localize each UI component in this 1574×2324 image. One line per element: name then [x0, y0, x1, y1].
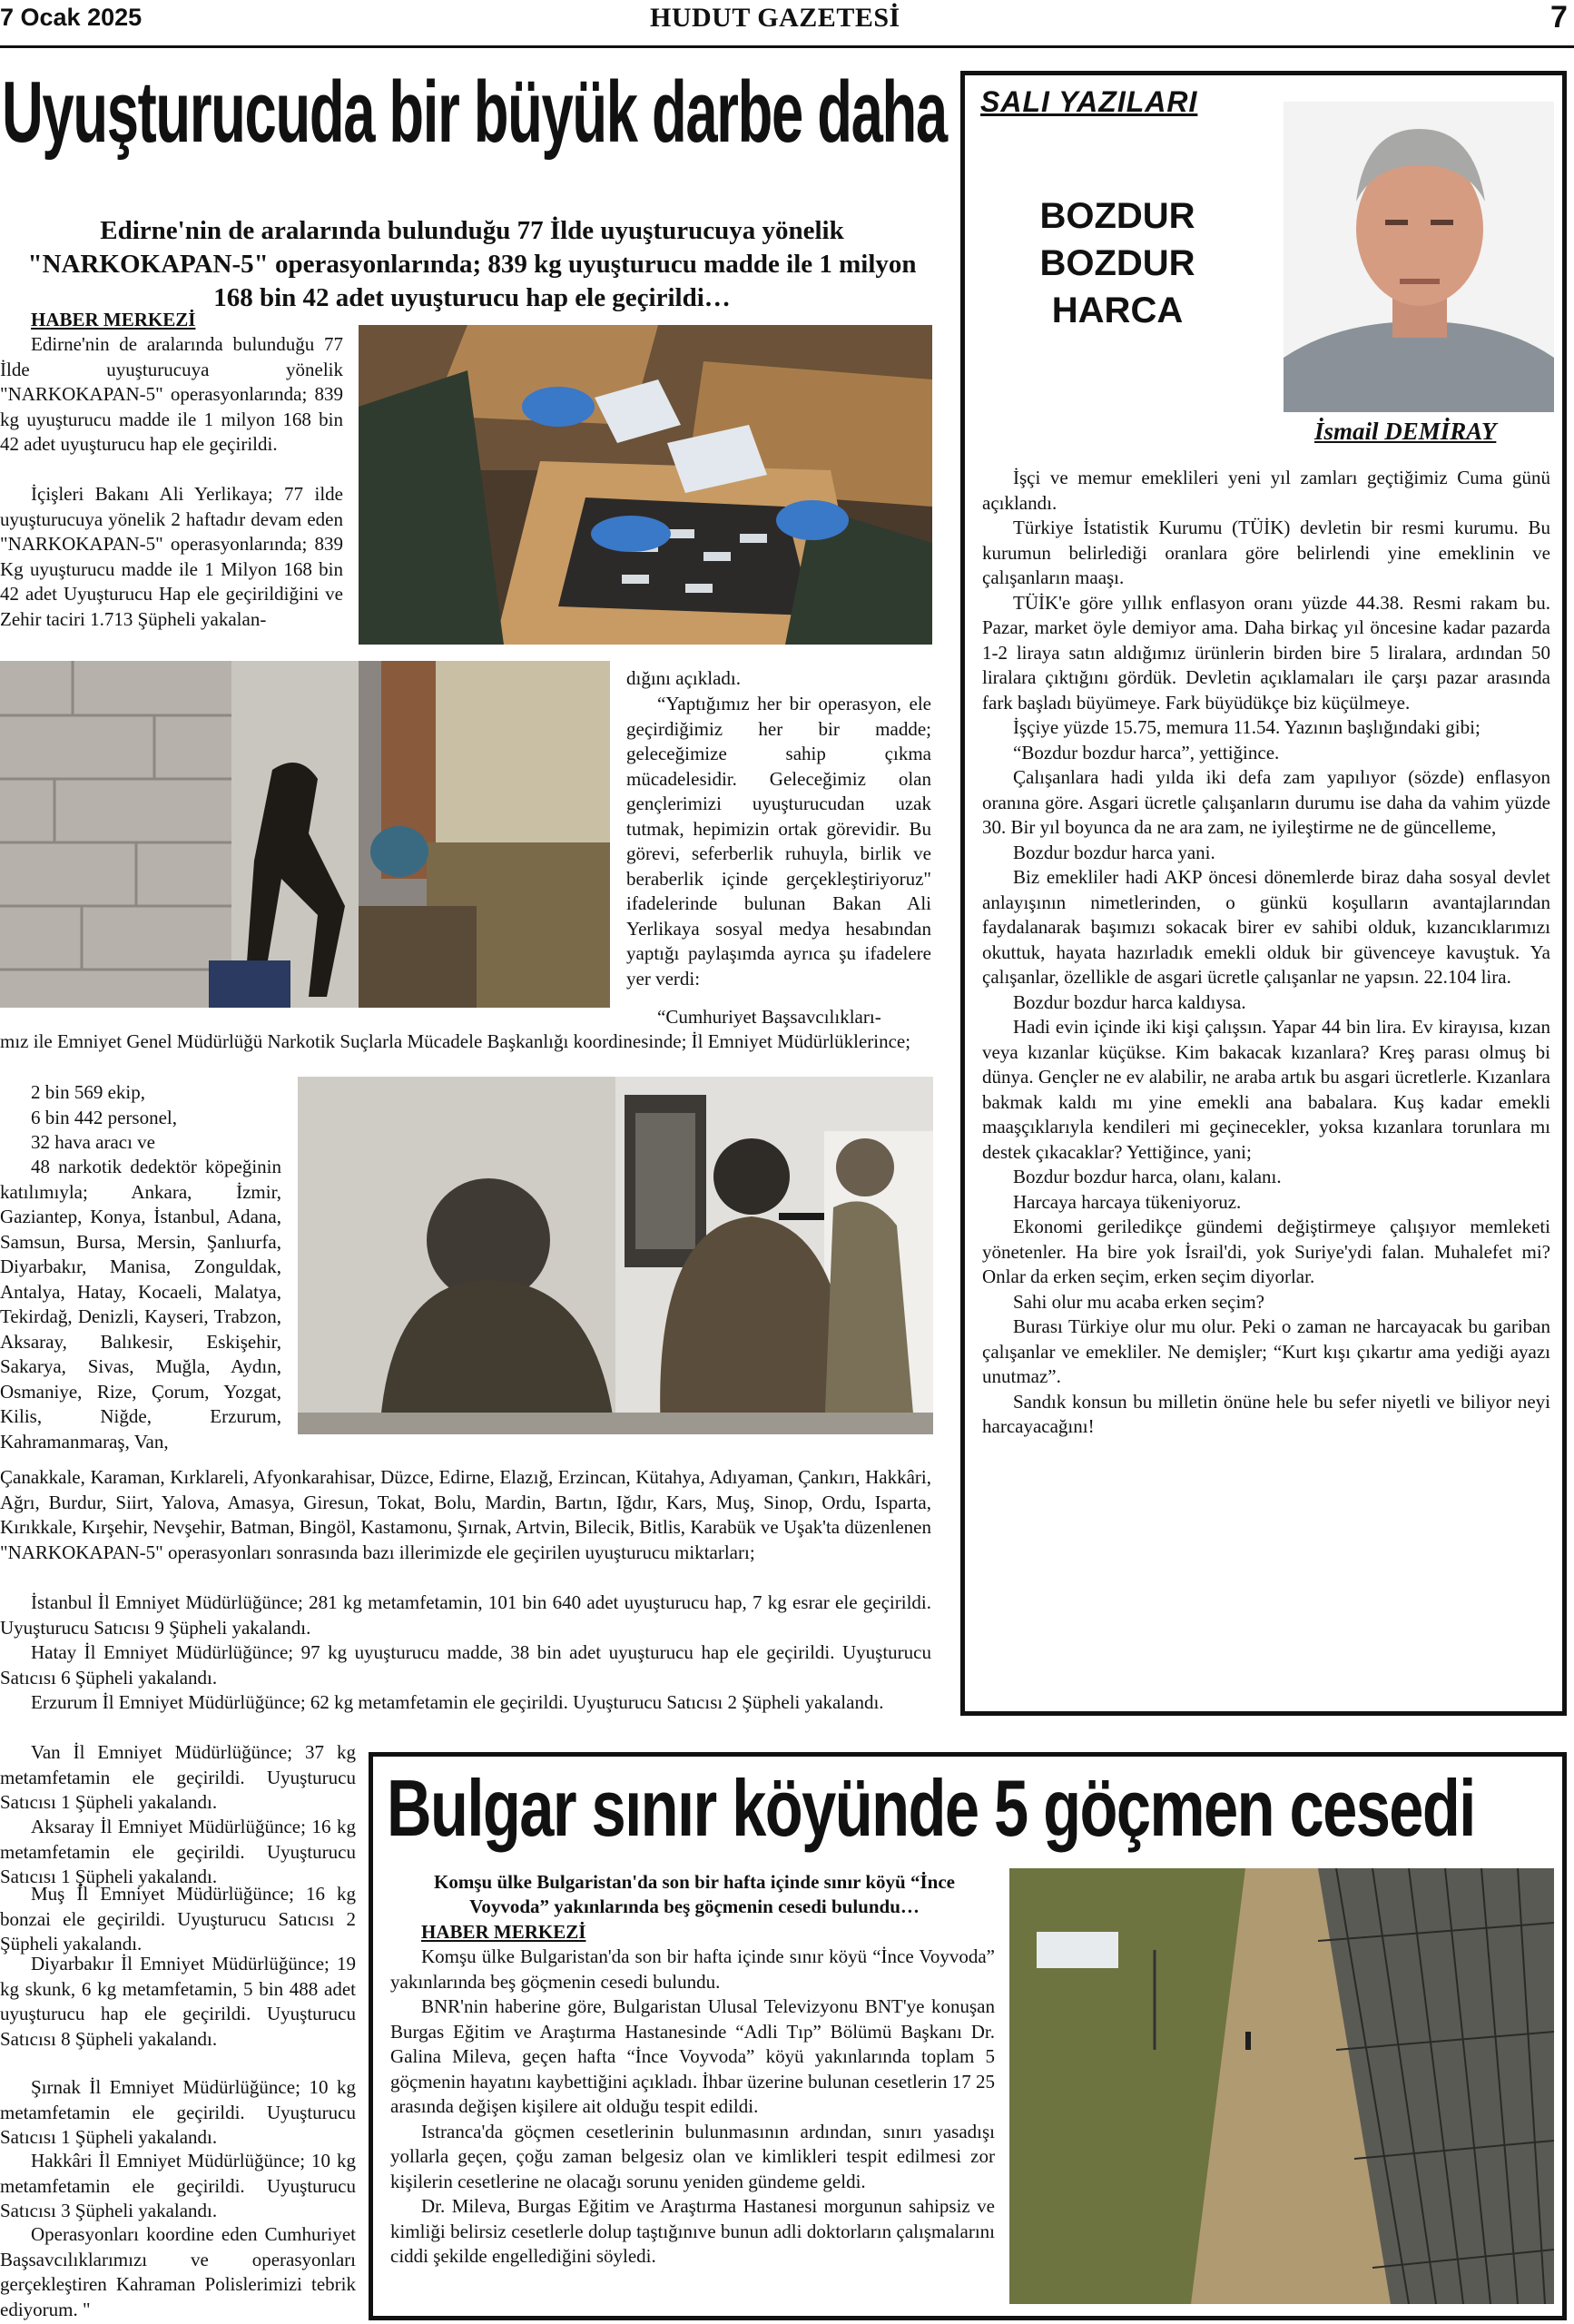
article1-subhead: Edirne'nin de aralarında bulunduğu 77 İlde uyuşturucuya yönelik "NARKOKAPAN-5" operasyonlarında; 839 kg uyuşturucu madde ile 1 milyon 168 bin 42 adet uyuşturucu hap ele geçirildi…	[27, 216, 917, 312]
photo-seized-pills	[359, 325, 932, 645]
column-title-line: BOZDUR	[1039, 196, 1195, 236]
article1-paragraph: Aksaray İl Emniyet Müdürlüğünce; 16 kg metamfetamin ele geçirildi. Uyuşturucu Satıcısı 1 Şüpheli yakalandı.	[0, 1816, 356, 1887]
column-paragraph: Ekonomi geriledikçe gündemi değiştirmeye çalışıyor memleketi yönetenler. Ha bire yok İsrail'di, yok Suriye'ydi falan. Muhalefet mi? Onlar da erken seçim, erken seçim diyorlar.	[982, 1216, 1550, 1287]
article1-paragraph: Edirne'nin de aralarında bulunduğu 77 İlde uyuşturucuya yönelik "NARKOKAPAN-5" operasyonlarında; 839 kg uyuşturucu madde ile 1 milyon 168 bin 42 adet uyuşturucu hap ele geçirildi.	[0, 333, 343, 455]
column-title-line: HARCA	[1051, 290, 1184, 330]
column-paragraph: Hadi evin içinde iki kişi çalışsın. Yapar 44 bin lira. Ev kirayısa, kızan veya kızanlar küçükse. Kim bakacak kızanlara? Kreş parası olmuş bi dünya. Gençler ne ev alabilir, ne araba artık bu asgari ücretlerle. Kızanlara bakmak kaldı mı yine emekli ana babalara. Kuş kadar emekli maaşçıklarıyla kendileri mi geçinecekler, yoksa kızanlara torunlara mı destek çıkacaklar? Yettiğince, yani;	[982, 1016, 1550, 1163]
article1-paragraph: 48 narkotik dedektör köpeğinin katılımıyla; Ankara, İzmir, Gaziantep, Konya, İstanbul, Adana, Samsun, Bursa, Mersin, Şanlıurfa, Diyarbakır, Manisa, Zonguldak, Antalya, Hatay, Kocaeli, Malatya, Tekirdağ, Denizli, Kayseri, Trabzon, Aksaray, Balıkesir, Eskişehir, Sakarya, Sivas, Muğla, Aydın, Osmaniye, Rize, Çorum, Yozgat, Kilis, Niğde, Erzurum, Kahramanmaraş, Van,	[0, 1156, 281, 1452]
article1-byline: HABER MERKEZİ	[31, 309, 196, 330]
photo-border-fence	[1009, 1868, 1554, 2304]
header-rule	[0, 45, 1574, 48]
article2-subhead: Komşu ülke Bulgaristan'da son bir hafta içinde sınır köyü “İnce Voyvoda” yakınlarında beş göçmenin cesedi bulundu…	[434, 1871, 955, 1917]
article2-body	[390, 1945, 995, 2270]
column-paragraph: Bozdur bozdur harca kaldıysa.	[1013, 990, 1246, 1013]
column-paragraph: Çalışanlara hadi yılda iki defa zam yapılıyor (sözde) enflasyon oranına göre. Asgari ücretle çalışanların durumu ise daha da vahim yüzde 30. Bir yıl boyunca da ne ara zam, ne iyileştirme ne de güncelleme,	[982, 766, 1550, 838]
column-paragraph: Harcaya harcaya tükeniyoruz.	[1013, 1190, 1242, 1213]
article1-paragraph: Hakkâri İl Emniyet Müdürlüğünce; 10 kg metamfetamin ele geçirildi. Uyuşturucu Satıcısı 3 Şüpheli yakalandı.	[0, 2150, 356, 2221]
article2-byline: HABER MERKEZİ	[421, 1921, 586, 1943]
article1-paragraph: Operasyonları koordine eden Cumhuriyet Başsavcılıklarımızı ve operasyonları gerçekleştiren Kahraman Polislerimizi tebrik ediyorum. "	[0, 2223, 356, 2320]
article1-paragraph: Muş İl Emniyet Müdürlüğünce; 16 kg bonzai ele geçirildi. Uyuşturucu Satıcısı 2 Şüpheli yakalandı.	[0, 1883, 356, 1955]
article1-paragraph: Diyarbakır İl Emniyet Müdürlüğünce; 19 kg skunk, 6 kg metamfetamin, 5 bin 488 adet uyuşturucu hap ele geçirildi. Uyuşturucu Satıcısı 8 Şüpheli yakalandı.	[0, 1953, 356, 2050]
article1-paragraph: İstanbul İl Emniyet Müdürlüğünce; 281 kg metamfetamin, 101 bin 640 adet uyuşturucu hap, 7 kg esrar ele geçirildi. Uyuşturucu Satıcısı 9 Şüpheli yakalandı.	[0, 1591, 931, 1639]
article1-quote: “Yaptığımız her bir operasyon, ele geçirdiğimiz her bir madde; geleceğimize sahip çıkma mücadelesidir. Geleceğimiz olan gençlerimizi uyuşturucudan uzak tutmak, hepimizin ortak görevidir. Bu görevi, seferberlik ruhuyla, birlik ve beraberlik içinde gerçekleştiriyoruz" ifadelerinde bulunan Bakan Ali Yerlikaya sosyal medya hesabından yaptığı paylaşımda ayrıca şu ifadelere yer verdi:	[626, 693, 931, 990]
masthead: HUDUT GAZETESİ	[650, 3, 900, 33]
article1-paragraph: dığını açıkladı.	[626, 667, 741, 689]
column-paragraph: TÜİK'e göre yıllık enflasyon oranı yüzde 44.38. Resmi rakam bu. Pazar, market öyle demiyor ama. Daha birkaç yıl öncesine kadar pazarda 1-2 liraya satın aldığımız ürünlerin birden bire 5 liralara, ardından 50 liralara çıktığını gördük. Devletin açıklamaları ile çarşı pazar arasında fark başladı büyümeye. Fark büyüdükçe biz küçülmeye.	[982, 591, 1550, 714]
column-paragraph: Bozdur bozdur harca yani.	[1013, 841, 1215, 863]
resource-item: 6 bin 442 personel,	[31, 1106, 177, 1128]
issue-date: 7 Ocak 2025	[0, 4, 143, 31]
column-paragraph: Sandık konsun bu milletin önüne hele bu sefer niyetli ve biliyor neyi harcayacağını!	[982, 1390, 1550, 1437]
article2-paragraph: BNR'nin haberine göre, Bulgaristan Ulusal Televizyonu BNT'ye konuşan Burgas Eğitim ve Araştırma Hastanesinde “Adli Tıp” Bölümü Başkanı Dr. Galina Mileva, geçen hafta “İnce Voyvoda” köyü yakınlarında toplam 5 göçmenin hayatını kaybettiğini açıkladı. İhbar üzerine bulunan cesetlerin 17 25 arasında değişen kişilere ait olduğu tespit edildi.	[390, 1995, 995, 2117]
column-paragraph: Türkiye İstatistik Kurumu (TÜİK) devletin bir resmi kurumu. Bu kurumun belirlediği oranlara göre belirlendi yine emeklinin ve çalışanların maaşı.	[982, 517, 1550, 588]
article1-paragraph: mız ile Emniyet Genel Müdürlüğü Narkotik Suçlarla Mücadele Başkanlığı koordinesinde; İl Emniyet Müdürlüklerince;	[0, 1030, 911, 1052]
article2-paragraph: Istranca'da göçmen cesetlerinin bulunmasının ardından, sınırı yasadışı yollarla geçen, çoğu zaman belgesiz olan ve kimlikleri tespit edilmesi zor kişilerin cesetlerine ne olacağı sorunu yeniden gündeme geldi.	[390, 2120, 995, 2192]
photo-detector-dog	[0, 661, 610, 1008]
article2-paragraph: Dr. Mileva, Burgas Eğitim ve Araştırma Hastanesi morgunun sahipsiz ve kimliği belirsiz cesetlerle dolup taştığınıve bunun adli doktorların çalışmalarını ciddi şekilde engellediğini söyledi.	[390, 2195, 995, 2267]
article1-paragraph: Erzurum İl Emniyet Müdürlüğünce; 62 kg metamfetamin ele geçirildi. Uyuşturucu Satıcısı 2 Şüpheli yakalandı.	[31, 1691, 884, 1713]
article1-paragraph: “Cumhuriyet Başsavcılıkları-	[657, 1006, 881, 1028]
column-paragraph: Biz emekliler hadi AKP öncesi dönemlerde biraz daha sosyal devlet anlayışının nimetlerinden, o günkü koşulların avantajlarından faydalanarak başımızı sokacak birer ev sahibi olduk, kızancıklarımızı okuttuk, hayata hazırladık emekli olduk bir güvenceye kavuştuk. Ya çalışanlar, özellikle de asgari ücretle çalışanlar ne yapsın. 22.104 lira.	[982, 866, 1550, 988]
resource-item: 2 bin 569 ekip,	[31, 1081, 145, 1103]
column-body	[982, 466, 1550, 1440]
page-number: 7	[1550, 0, 1568, 34]
column-paragraph: Burası Türkiye olur mu olur. Peki o zaman ne harcayacak bu gariban çalışanlar ve emekliler. Ne demişler; “Kurt kışı çıkartır ama yediği ayazı unutmaz”.	[982, 1315, 1550, 1387]
article1-paragraph: İçişleri Bakanı Ali Yerlikaya; 77 ilde uyuşturucuya yönelik 2 haftadır devam eden "NARKOKAPAN-5" operasyonlarında; 839 Kg uyuşturucu madde ile 1 Milyon 168 bin 42 adet Uyuşturucu Hap ele geçirildiğini ve Zehir taciri 1.713 Şüpheli yakalan-	[0, 483, 343, 630]
article1-paragraph: Çanakkale, Karaman, Kırklareli, Afyonkarahisar, Düzce, Edirne, Elazığ, Erzincan, Kütahya, Adıyaman, Çankırı, Hakkâri, Ağrı, Burdur, Siirt, Yalova, Amasya, Giresun, Tokat, Bolu, Mardin, Bartın, Iğdır, Kars, Muş, Sinop, Ordu, Isparta, Kırıkkale, Kırşehir, Nevşehir, Batman, Bingöl, Kastamonu, Şırnak, Artvin, Bilecik, Bitlis, Karabük ve Uşak'ta düzenlenen "NARKOKAPAN-5" operasyonları sonrasında bazı illerimizde ele geçirilen uyuşturucu miktarları;	[0, 1466, 931, 1563]
photo-police-raid	[298, 1077, 933, 1434]
article1-paragraph: Hatay İl Emniyet Müdürlüğünce; 97 kg uyuşturucu madde, 38 bin adet uyuşturucu hap ele geçirildi. Uyuşturucu Satıcısı 6 Şüpheli yakalandı.	[0, 1641, 931, 1689]
column-title	[1006, 192, 1229, 334]
article1-paragraph: Şırnak İl Emniyet Müdürlüğünce; 10 kg metamfetamin ele geçirildi. Uyuşturucu Satıcısı 1 Şüpheli yakalandı.	[0, 2076, 356, 2148]
column-title-line: BOZDUR	[1039, 243, 1195, 283]
column-section: SALI YAZILARI	[980, 85, 1198, 118]
column-paragraph: İşçi ve memur emeklileri yeni yıl zamları geçtiğimiz Cuma günü açıklandı.	[982, 467, 1550, 514]
article1-paragraph: Van İl Emniyet Müdürlüğünce; 37 kg metamfetamin ele geçirildi. Uyuşturucu Satıcısı 1 Şüpheli yakalandı.	[0, 1741, 356, 1813]
author-photo	[1284, 102, 1554, 412]
article2-headline: Bulgar sınır köyünde 5 göçmen cesedi	[387, 1763, 1475, 1853]
column-paragraph: Sahi olur mu acaba erken seçim?	[1013, 1290, 1264, 1313]
column-paragraph: Bozdur bozdur harca, olanı, kalanı.	[1013, 1166, 1282, 1187]
column-author: İsmail DEMİRAY	[1314, 418, 1497, 445]
article2-paragraph: Komşu ülke Bulgaristan'da son bir hafta içinde sınır köyü “İnce Voyvoda” yakınlarında beş göçmenin cesedi bulundu.	[390, 1945, 995, 1993]
article1-headline: Uyuşturucuda bir büyük darbe daha	[2, 64, 947, 161]
resource-item: 32 hava aracı ve	[31, 1131, 156, 1153]
column-paragraph: “Bozdur bozdur harca”, yettiğince.	[1013, 741, 1280, 763]
resource-list	[31, 1080, 294, 1156]
column-paragraph: İşçiye yüzde 15.75, memura 11.54. Yazının başlığındaki gibi;	[1013, 716, 1481, 738]
